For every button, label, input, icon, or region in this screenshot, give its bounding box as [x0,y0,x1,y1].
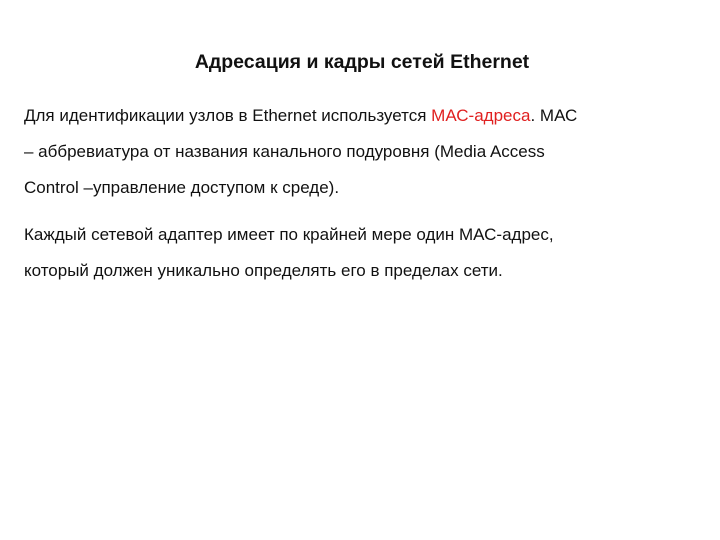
paragraph-line: Control –управление доступом к среде). [24,178,340,197]
paragraph-line [24,98,704,134]
text-run: . МАС [530,106,578,125]
paragraph-adapter-mac [24,217,704,289]
paragraph-mac-definition [24,98,704,206]
highlighted-term: МАС-адреса [431,106,531,125]
paragraph-line: – аббревиатура от названия канального подуровня (Media Access [24,142,545,161]
text-run: Для идентификации узлов в Ethernet используется [24,106,432,125]
paragraph-line: Каждый сетевой адаптер имеет по крайней мере один МАС-адрес, [24,225,554,244]
paragraph-line: который должен уникально определять его в пределах сети. [24,261,503,280]
slide-title: Адресация и кадры сетей Ethernet [194,51,530,73]
